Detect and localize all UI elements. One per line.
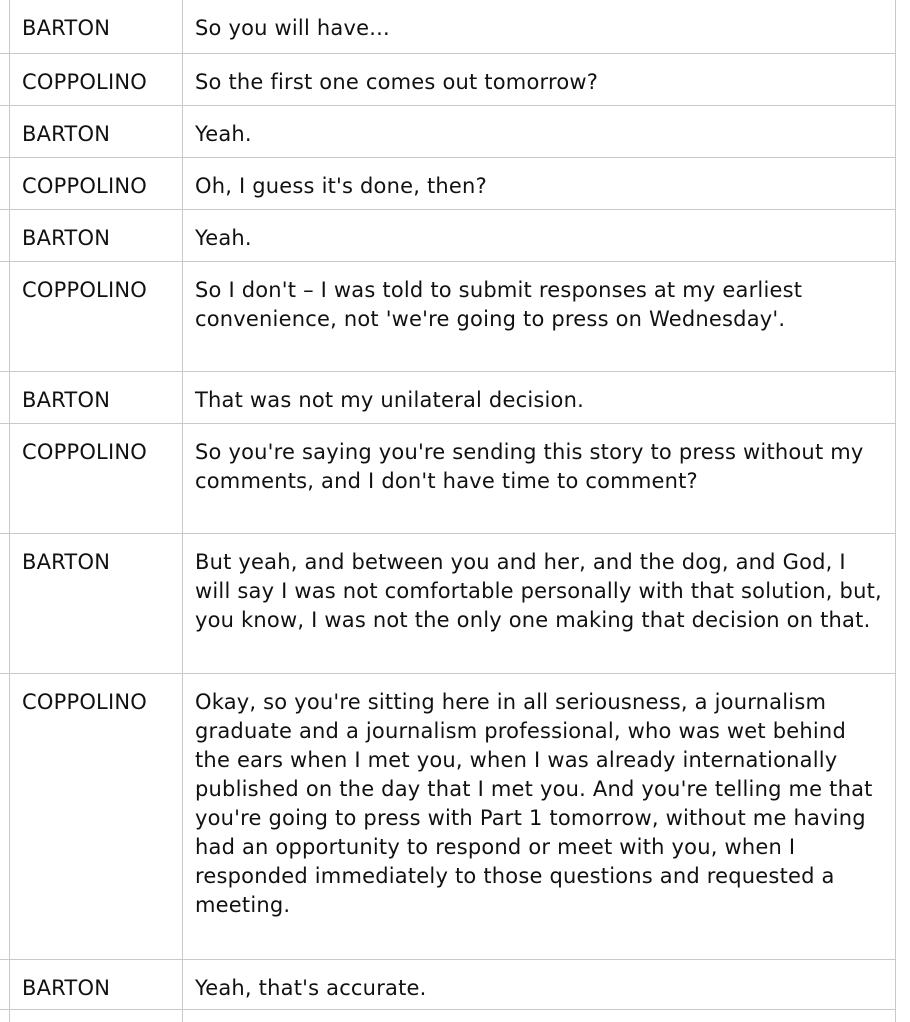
table-row (0, 674, 896, 960)
speaker-name: BARTON (22, 550, 111, 574)
speech-text: So I don't – I was told to submit responses at my earliest convenience, not 'we're going to press on Wednesday'. (195, 278, 810, 331)
speaker-name: BARTON (22, 122, 111, 146)
speaker-name: COPPOLINO (22, 278, 147, 302)
table-row (0, 158, 896, 210)
speech-text: That was not my unilateral decision. (195, 388, 584, 412)
table-row (0, 534, 896, 674)
speech-text: So you will have... (195, 16, 390, 40)
speaker-name: COPPOLINO (22, 440, 147, 464)
speech-text: Oh, I guess it's done, then? (195, 174, 487, 198)
speaker-name: BARTON (22, 388, 111, 412)
table-row (0, 54, 896, 106)
speech-text: Okay, so you're sitting here in all seriousness, a journalism graduate and a journalism professional, who was wet behind the ears when I met you, when I was already internationally published on the day that I met you. And you're telling me that you're going to press with Part 1 tomorrow, without me having had an opportunity to respond or meet with you, when I responded immediately to those questions and requested a meeting. (195, 690, 880, 917)
table-row (0, 424, 896, 534)
speech-text: Yeah, that's accurate. (195, 976, 427, 1000)
speaker-name: BARTON (22, 976, 111, 1000)
table-row (0, 960, 896, 1010)
table-right-border (895, 0, 896, 1022)
table-row (0, 262, 896, 372)
speaker-name: BARTON (22, 16, 111, 40)
speaker-name: COPPOLINO (22, 690, 147, 714)
table-row (0, 106, 896, 158)
table-row (0, 210, 896, 262)
column-divider (182, 0, 183, 1022)
speech-text: Yeah. (195, 122, 252, 146)
table-row (0, 0, 896, 54)
speaker-name: COPPOLINO (22, 174, 147, 198)
speech-text: So you're saying you're sending this story to press without my comments, and I don't have time to comment? (195, 440, 871, 493)
speaker-name: COPPOLINO (22, 70, 147, 94)
speaker-name: BARTON (22, 226, 111, 250)
table-row (0, 372, 896, 424)
speech-text: But yeah, and between you and her, and the dog, and God, I will say I was not comfortable personally with that solution, but, you know, I was not the only one making that decision on that. (195, 550, 889, 632)
table-left-border (9, 0, 10, 1022)
speech-text: Yeah. (195, 226, 252, 250)
speech-text: So the first one comes out tomorrow? (195, 70, 599, 94)
